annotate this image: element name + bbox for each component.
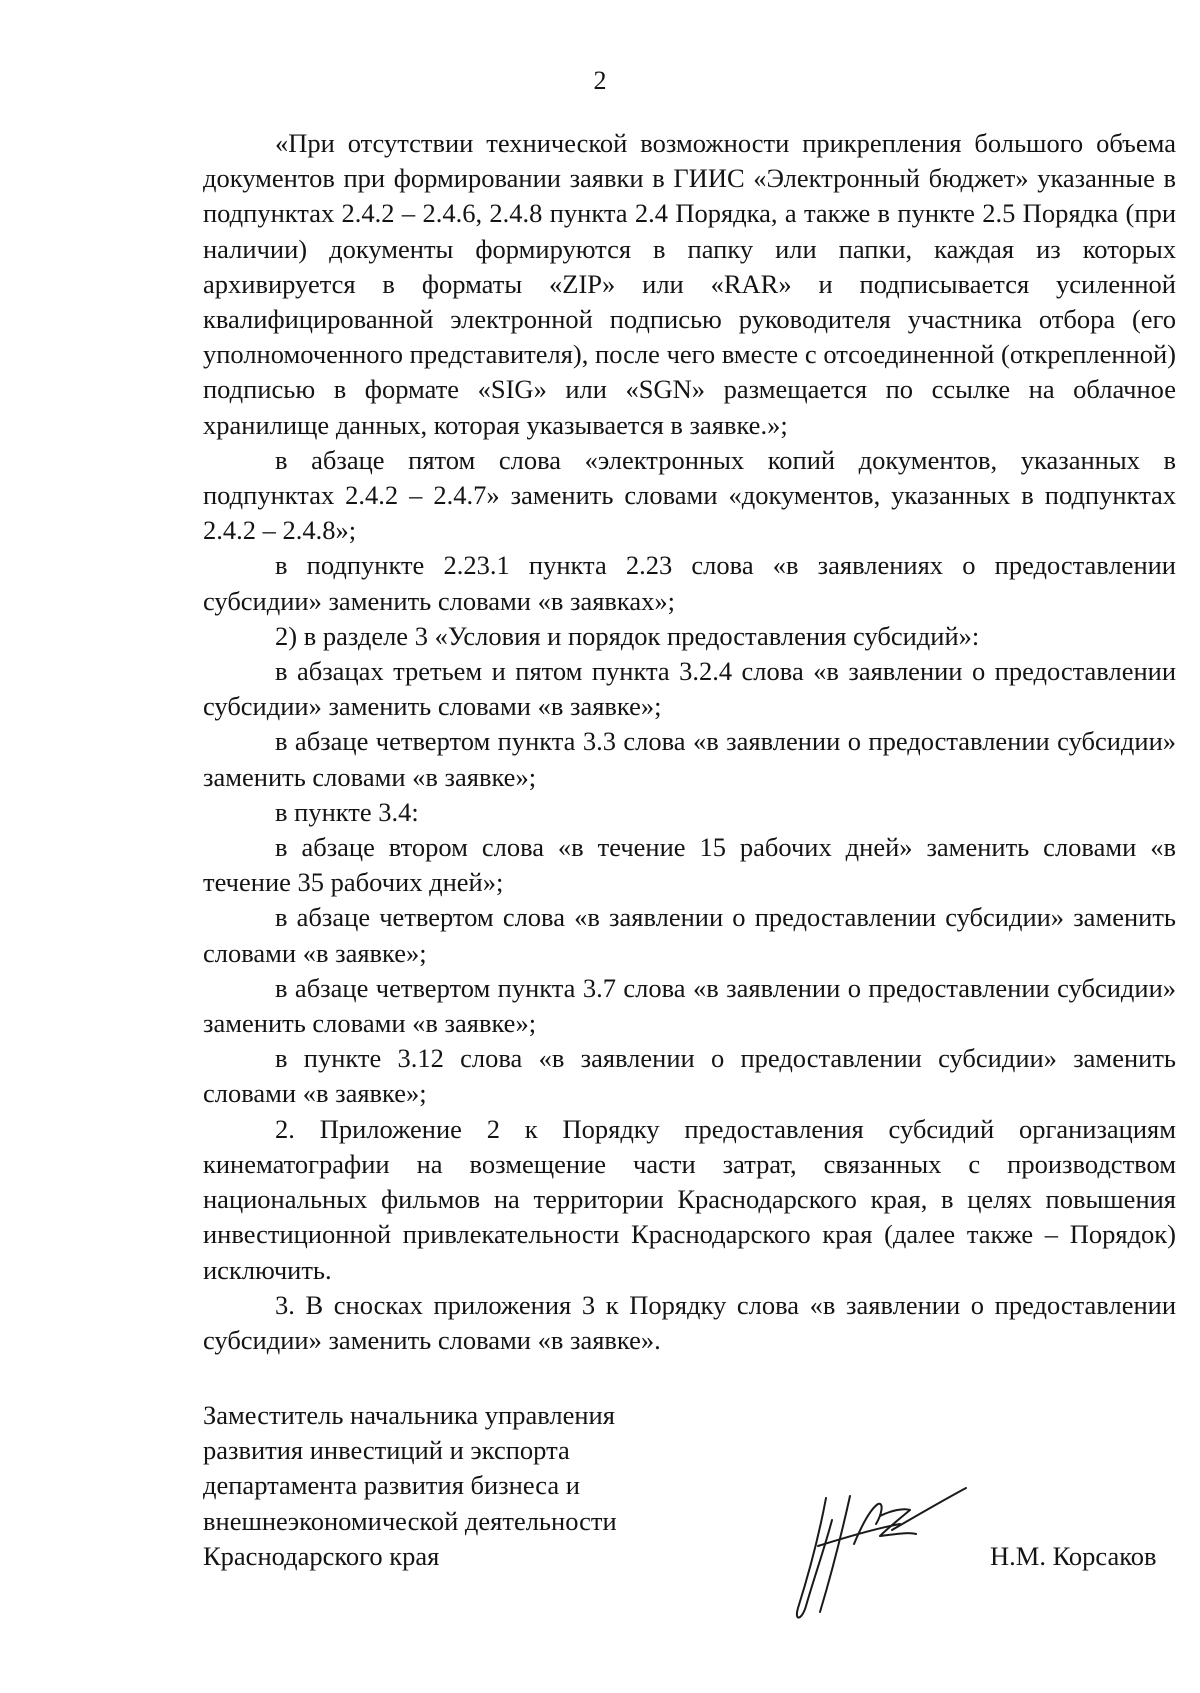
signatory-position-line: развития инвестиций и экспорта	[203, 1435, 570, 1466]
document-body	[203, 126, 1176, 1358]
paragraph-fifth-abzac: в абзаце пятом слова «электронных копий документов, указанных в подпунктах 2.4.2 – 2.4.7» заменить словами «документов, указанных в подпунктах 2.4.2 – 2.4.8»;	[203, 444, 1176, 546]
signatory-position-line: внешнеэкономической деятельности	[203, 1505, 617, 1536]
signatory-position-line: Краснодарского края	[203, 1540, 440, 1571]
paragraph-point-3-12: в пункте 3.12 слова «в заявлении о предоставлении субсидии» заменить словами «в заявке»;	[203, 1043, 1176, 1109]
signatory-name: Н.М. Корсаков	[990, 1541, 1157, 1571]
paragraph-point-3-4-fourth: в абзаце четвертом слова «в заявлении о предоставлении субсидии» заменить словами «в заявке»;	[203, 902, 1176, 968]
paragraph-point-3-4-second: в абзаце втором слова «в течение 15 рабочих дней» заменить словами «в течение 35 рабочих дней»;	[203, 832, 1176, 898]
signatory-position	[203, 1398, 617, 1574]
paragraph-subpoint-2-23-1: в подпункте 2.23.1 пункта 2.23 слова «в заявлениях о предоставлении субсидии» заменить словами «в заявках»;	[203, 550, 1176, 616]
page-number: 2	[593, 66, 607, 95]
paragraph-item-3: 3. В сносках приложения 3 к Порядку слова «в заявлении о предоставлении субсидии» заменить словами «в заявке».	[203, 1289, 1176, 1355]
signatory-position-line: Заместитель начальника управления	[203, 1400, 615, 1430]
paragraph-point-3-2-4: в абзацах третьем и пятом пункта 3.2.4 слова «в заявлении о предоставлении субсидии» заменить словами «в заявке»;	[203, 656, 1176, 722]
paragraph-point-3-7: в абзаце четвертом пункта 3.7 слова «в заявлении о предоставлении субсидии» заменить словами «в заявке»;	[203, 972, 1176, 1039]
paragraph-section-3: 2) в разделе 3 «Условия и порядок предоставления субсидий»:	[275, 620, 980, 651]
handwritten-signature	[780, 1480, 980, 1630]
paragraph-item-2: 2. Приложение 2 к Порядку предоставления субсидий организациям кинематографии на возмещение части затрат, связанных с производством национальных фильмов на территории Краснодарского края, в целях повышения инвестиционной привлекательности Краснодарского края (далее также – Порядок) исключить.	[203, 1113, 1176, 1285]
paragraph-quoted-amendment: «При отсутствии технической возможности прикрепления большого объема документов при формировании заявки в ГИИС «Электронный бюджет» указанные в подпунктах 2.4.2 – 2.4.6, 2.4.8 пункта 2.4 Порядка, а также в пункте 2.5 Порядка (при наличии) документы формируются в папку или папки, каждая из которых архивируется в форматы «ZIP» или «RAR» и подписывается усиленной квалифицированной электронной подписью руководителя участника отбора (его уполномоченного представителя), после чего вместе с отсоединенной (открепленной) подписью в формате «SIG» или «SGN» размещается по ссылке на облачное хранилище данных, которая указывается в заявке.»;	[203, 128, 1176, 440]
paragraph-point-3-4: в пункте 3.4:	[275, 796, 419, 827]
signatory-position-line: департамента развития бизнеса и	[203, 1470, 580, 1501]
paragraph-point-3-3: в абзаце четвертом пункта 3.3 слова «в заявлении о предоставлении субсидии» заменить словами «в заявке»;	[203, 726, 1176, 792]
